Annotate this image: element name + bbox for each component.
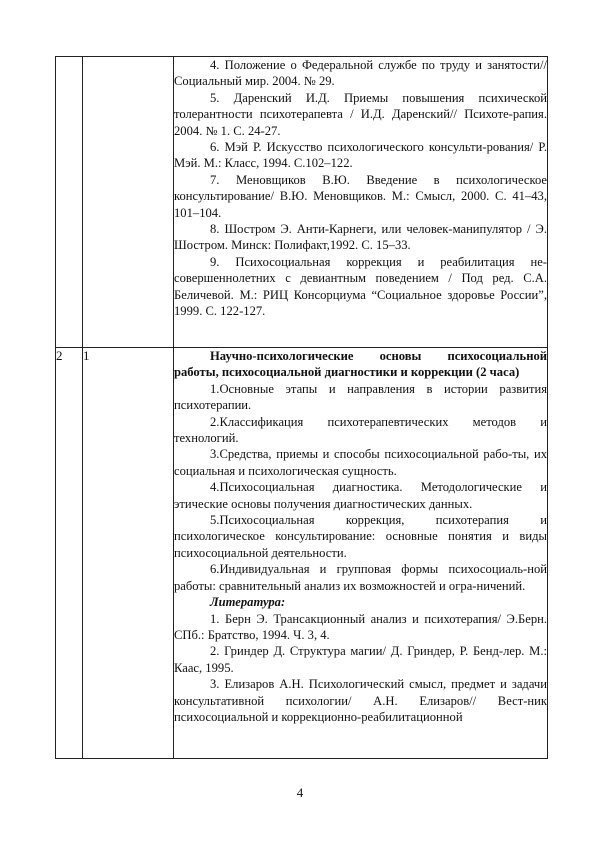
topic-item: 5.Психосоциальная коррекция, психотерапия и психологическое консультирование: основные понятия и виды психосоциальной деятельности. xyxy=(174,513,547,560)
table-row xyxy=(56,57,548,348)
topic-item: 2.Классификация психотерапевтических методов и технологий. xyxy=(174,414,547,446)
row-number-cell xyxy=(56,57,83,348)
topic-number-cell xyxy=(83,57,174,348)
reference-item: 2. Гриндер Д. Структура магии/ Д. Гриндер, Р. Бенд-лер. М.: Каас, 1995. xyxy=(174,644,547,675)
topic-item: 4.Психосоциальная диагностика. Методологические и этические основы получения диагностических данных. xyxy=(174,480,547,511)
reference-item: 3. Елизаров А.Н. Психологический смысл, предмет и задачи консультативной психологии/ А.Н. Елизаров// Вест-ник психосоциальной и коррекционно-реабилитационной xyxy=(174,677,547,724)
syllabus-table xyxy=(55,56,548,759)
topic-item: 6.Индивидуальная и групповая формы психосоциаль-ной работы: сравнительный анализ их возможностей и огра-ничений. xyxy=(174,562,547,593)
reference-item: 7. Меновщиков В.Ю. Введение в психологическое консультирование/ В.Ю. Меновщиков. М.: Смысл, 2000. С. 41–43, 101–104. xyxy=(174,172,547,220)
reference-item: 1. Берн Э. Трансакционный анализ и психотерапия/ Э.Берн. СПб.: Братство, 1994. Ч. 3, 4. xyxy=(174,611,547,642)
page-number: 4 xyxy=(296,785,304,800)
reference-item: 5. Даренский И.Д. Приемы повышения психической толерантности психотерапевта / И.Д. Даренский// Психоте-рапия. 2004. № 1. С. 24-27. xyxy=(174,90,547,138)
row-number-cell: 2 xyxy=(56,348,83,759)
reference-item: 4. Положение о Федеральной службе по труду и занятости// Социальный мир. 2004. № 29. xyxy=(174,58,547,89)
reference-item: 6. Мэй Р. Искусство психологического консульти-рования/ Р. Мэй. М.: Класс, 1994. С.102–122. xyxy=(174,140,547,171)
reference-item: 8. Шостром Э. Анти-Карнеги, или человек-манипулятор / Э. Шостром. Минск: Полифакт,1992. С. 15–33. xyxy=(174,222,547,253)
content-cell xyxy=(174,57,548,348)
content-cell xyxy=(174,348,548,759)
literature-label: Литература: xyxy=(210,595,286,610)
topic-number-cell: 1 xyxy=(83,348,174,759)
table-row xyxy=(56,348,548,759)
topic-heading: Научно-психологические основы психосоциальной работы, психосоциальной диагностики и коррекции (2 часа) xyxy=(174,349,547,380)
topic-item: 1.Основные этапы и направления в истории развития психотерапии. xyxy=(174,381,547,413)
topic-item: 3.Средства, приемы и способы психосоциальной рабо-ты, их социальная и психологическая сущность. xyxy=(174,447,547,478)
reference-item: 9. Психосоциальная коррекция и реабилитация не-совершеннолетних с девиантным поведением / Под ред. С.А. Беличевой. М.: РИЦ Консорциума “Социальное здоровье России”, 1999. С. 122-127. xyxy=(174,254,547,319)
